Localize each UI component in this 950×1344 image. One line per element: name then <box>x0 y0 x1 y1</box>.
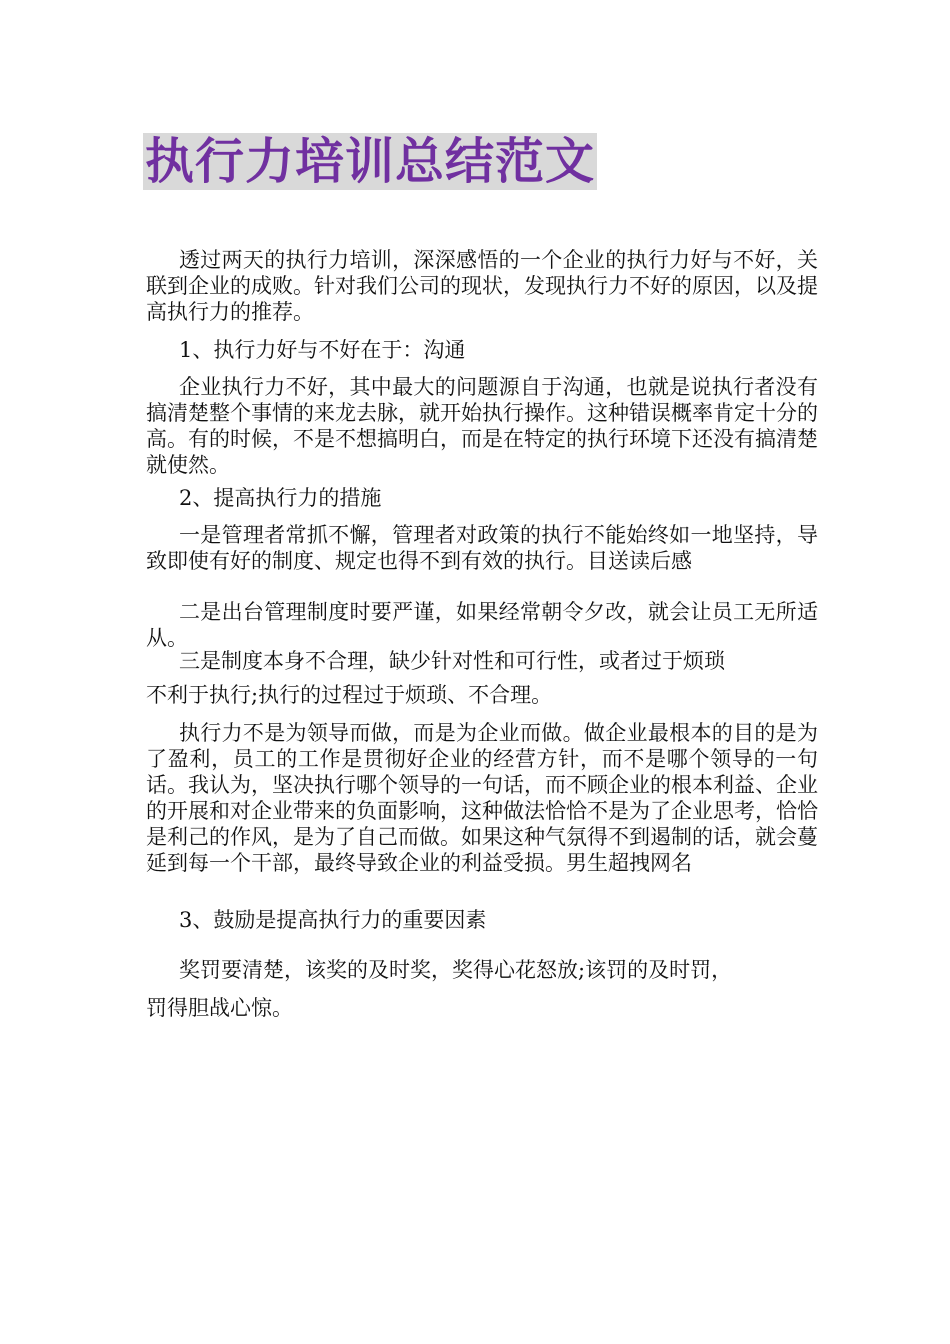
paragraph-reward-continued: 罚得胆战心惊。 <box>146 996 293 1020</box>
paragraph-intro: 透过两天的执行力培训，深深感悟的一个企业的执行力好与不好，关联到企业的成败。针对我们公司的现状，发现执行力不好的原因，以及提高执行力的推荐。 <box>146 248 818 324</box>
document-title: 执行力培训总结范文 <box>145 133 596 190</box>
paragraph-measure-3: 三是制度本身不合理，缺少针对性和可行性，或者过于烦琐 <box>179 649 725 673</box>
heading-section-2: 2、提高执行力的措施 <box>179 486 382 510</box>
paragraph-measure-3-continued: 不利于执行;执行的过程过于烦琐、不合理。 <box>146 683 553 707</box>
title-highlight <box>143 133 597 190</box>
paragraph-measure-1: 一是管理者常抓不懈，管理者对政策的执行不能始终如一地坚持，导致即使有好的制度、规定也得不到有效的执行。目送读后感 <box>146 523 818 573</box>
paragraph-measure-2: 二是出台管理制度时要严谨，如果经常朝令夕改，就会让员工无所适从。 <box>146 600 818 650</box>
paragraph-communication: 企业执行力不好，其中最大的问题源自于沟通，也就是说执行者没有搞清楚整个事情的来龙去脉，就开始执行操作。这种错误概率肯定十分的高。有的时候，不是不想搞明白，而是在特定的执行环境下还没有搞清楚就使然。 <box>146 375 818 477</box>
paragraph-execution: 执行力不是为领导而做，而是为企业而做。做企业最根本的目的是为了盈利，员工的工作是贯彻好企业的经营方针，而不是哪个领导的一句话。我认为，坚决执行哪个领导的一句话，而不顾企业的根本利益、企业的开展和对企业带来的负面影响，这种做法恰恰不是为了企业思考，恰恰是利己的作风，是为了自己而做。如果这种气氛得不到遏制的话，就会蔓延到每一个干部，最终导致企业的利益受损。男生超拽网名 <box>146 721 818 875</box>
heading-section-1: 1、执行力好与不好在于：沟通 <box>179 338 466 362</box>
heading-section-3: 3、鼓励是提高执行力的重要因素 <box>179 908 487 932</box>
paragraph-reward: 奖罚要清楚，该奖的及时奖，奖得心花怒放;该罚的及时罚， <box>179 958 733 982</box>
